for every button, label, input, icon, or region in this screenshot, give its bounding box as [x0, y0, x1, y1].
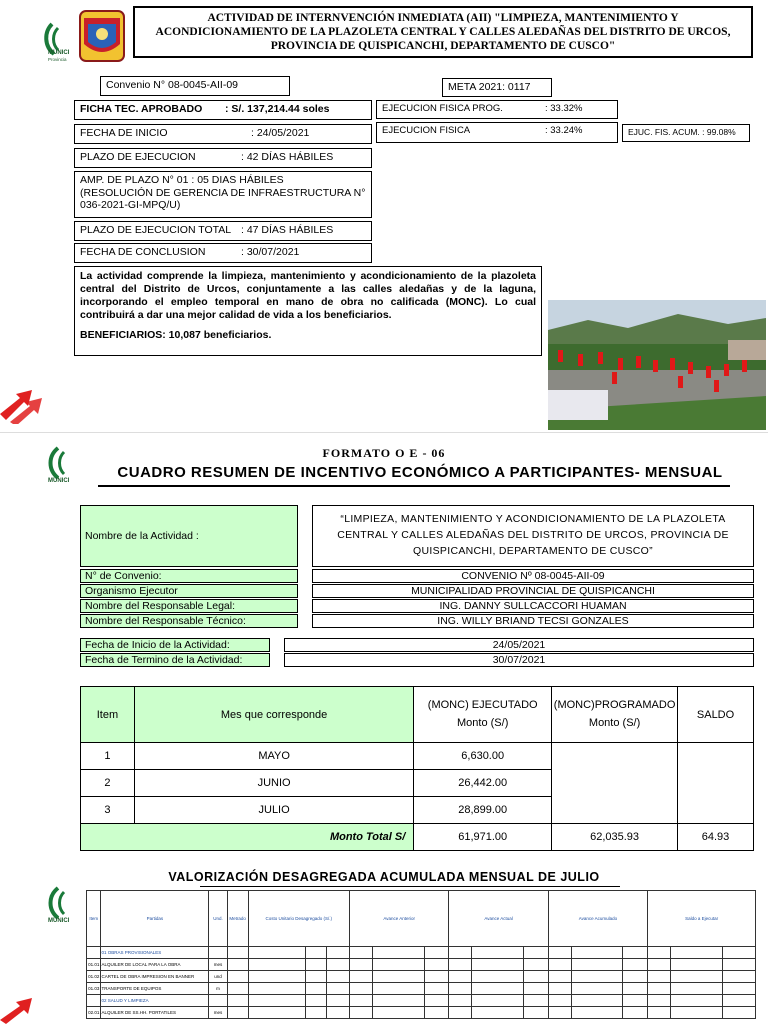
- valorizacion-table: [86, 890, 756, 1019]
- plazo-total-label: PLAZO DE EJECUCION TOTAL: [80, 224, 232, 236]
- val-row-und: m: [209, 983, 228, 995]
- municipality-logo: [40, 6, 130, 64]
- ficha-value: : S/. 137,214.44 soles: [225, 103, 330, 115]
- val-col-saldo: Saldo a Ejecutar: [648, 891, 756, 947]
- formato-code: FORMATO O E - 06: [322, 446, 446, 460]
- logo-subtext: Provincia: [48, 57, 67, 62]
- val-col-avance-actual: Avance Actual: [449, 891, 548, 947]
- plazo-total-box: [74, 221, 372, 241]
- val-col-costo: Costo Unitario Desagregado (S/.): [248, 891, 350, 947]
- ejecucion-acumulada-box: EJUC. FIS. ACUM. : 99.08%: [622, 124, 750, 142]
- ejecucion-programada-box: [376, 100, 618, 119]
- table-row: [81, 743, 754, 770]
- row-mes: JULIO: [134, 797, 413, 824]
- nombre-actividad-value: “LIMPIEZA, MANTENIMIENTO Y ACONDICIONAMIENTO DE LA PLAZOLETA CENTRAL Y CALLES ALEDAÑAS DEL DISTRITO DE URCOS, PROVINCIA DE QUISPICANCHI, DEPARTAMENTO DE CUSCO”: [312, 505, 754, 567]
- ficha-tecnica-box: [74, 100, 372, 120]
- logo-text-small: MUNICI: [48, 478, 70, 484]
- val-row-und: und: [209, 971, 228, 983]
- municipality-logo-small-2: [44, 880, 84, 930]
- activity-description: [74, 266, 542, 356]
- plazo-value: : 42 DÍAS HÁBILES: [241, 151, 334, 163]
- fecha-inicio-box: [74, 124, 372, 144]
- val-row-desc: ALQUILER DE SS.HH. PORTATILES: [101, 1007, 209, 1019]
- header-programado: (MONC)PROGRAMADO Monto (S/): [552, 687, 678, 743]
- logo-text: MUNICI: [48, 50, 70, 56]
- table-row: [87, 1007, 756, 1019]
- decorative-arrows-icon-2: [0, 996, 50, 1024]
- programado-empty-cell: [552, 743, 678, 824]
- row-mes: JUNIO: [134, 770, 413, 797]
- activity-photo: [548, 300, 766, 430]
- summary-total-row: [81, 824, 754, 851]
- val-col-avance-anterior: Avance Anterior: [350, 891, 449, 947]
- ficha-label: FICHA TEC. APROBADO: [80, 103, 203, 115]
- val-section-2: 02 SALUD Y LIMPIEZA: [101, 995, 209, 1007]
- plazo-box: [74, 148, 372, 168]
- formato-title: CUADRO RESUMEN DE INCENTIVO ECONÓMICO A PARTICIPANTES- MENSUAL: [117, 464, 723, 481]
- val-col-partidas: Partidas: [101, 891, 209, 947]
- val-row-item: 01.02: [87, 971, 101, 983]
- summary-table: [80, 686, 754, 851]
- responsable-legal-value: ING. DANNY SULLCACCORI HUAMAN: [312, 599, 754, 613]
- header-item: Item: [81, 687, 135, 743]
- conclusion-label: FECHA DE CONCLUSION: [80, 246, 206, 258]
- total-label: Monto Total S/: [81, 824, 414, 851]
- row-monto: 6,630.00: [414, 743, 552, 770]
- ampliacion-line1: AMP. DE PLAZO N° 01 : 05 DIAS HÁBILES: [80, 174, 284, 186]
- beneficiarios-text: BENEFICIARIOS: 10,087 beneficiarios.: [80, 328, 272, 341]
- saldo-empty-cell: [678, 743, 754, 824]
- val-row-item: 01.03: [87, 983, 101, 995]
- header-ejecutado: (MONC) EJECUTADO Monto (S/): [414, 687, 552, 743]
- header-mes: Mes que corresponde: [134, 687, 413, 743]
- responsable-tecnico-label: Nombre del Responsable Técnico:: [80, 614, 298, 628]
- fecha-conclusion-box: [74, 243, 372, 263]
- plazo-label: PLAZO DE EJECUCION: [80, 151, 196, 163]
- ejec-fis-value: : 33.24%: [545, 125, 583, 136]
- page-title: ACTIVIDAD DE INTERNVENCIÓN INMEDIATA (AII) "LIMPIEZA, MANTENIMIENTO Y ACONDICIONAMIENTO DE LA PLAZOLETA CENTRAL Y CALLES ALEDAÑAS DEL DISTRITO DE URCOS, PROVINCIA DE QUISPICANCHI, DEPARTAMENTO DE CUSCO": [133, 6, 753, 58]
- organismo-label: Organismo Ejecutor: [80, 584, 298, 598]
- ejec-prog-label: EJECUCION FISICA PROG.: [382, 103, 503, 114]
- val-row-item: 01.01: [87, 959, 101, 971]
- val-row-item: 02.01: [87, 1007, 101, 1019]
- val-row-desc: TRANSPORTE DE EQUIPOS: [101, 983, 209, 995]
- decorative-arrows-icon: [0, 384, 50, 424]
- fecha-inicio-value: : 24/05/2021: [251, 127, 310, 139]
- valorizacion-section-row: [87, 947, 756, 959]
- ampliacion-line2: (RESOLUCIÓN DE GERENCIA DE INFRAESTRUCTURA N° 036-2021-GI-MPQ/U): [80, 186, 366, 212]
- val-col-und: Und.: [209, 891, 228, 947]
- val-row-desc: ALQUILER DE LOCAL PARA LA OBRA: [101, 959, 209, 971]
- conclusion-value: : 30/07/2021: [241, 246, 300, 258]
- summary-header-row: [81, 687, 754, 743]
- row-monto: 26,442.00: [414, 770, 552, 797]
- val-row-desc: CARTEL DE OBRA IMPRESION EN BANNER: [101, 971, 209, 983]
- nombre-actividad-label: Nombre de la Actividad :: [80, 505, 298, 567]
- val-row-und: mes: [209, 1007, 228, 1019]
- convenio-label: N° de Convenio:: [80, 569, 298, 583]
- logo-text-small: MUNICI: [48, 918, 70, 924]
- convenio-box: Convenio N° 08-0045-AII-09: [100, 76, 290, 96]
- val-col-item: Item: [87, 891, 101, 947]
- plazo-total-value: : 47 DÍAS HÁBILES: [241, 224, 334, 236]
- responsable-tecnico-value: ING. WILLY BRIAND TECSI GONZALES: [312, 614, 754, 628]
- total-programado: 62,035.93: [552, 824, 678, 851]
- ejecucion-fisica-box: [376, 122, 618, 143]
- meta-box: META 2021: 0117: [442, 78, 552, 97]
- val-row-und: mes: [209, 959, 228, 971]
- fecha-termino-actividad-value: 30/07/2021: [284, 653, 754, 667]
- responsable-legal-label: Nombre del Responsable Legal:: [80, 599, 298, 613]
- table-row: [87, 983, 756, 995]
- ejec-prog-value: : 33.32%: [545, 103, 583, 114]
- total-ejecutado: 61,971.00: [414, 824, 552, 851]
- fecha-inicio-label: FECHA DE INICIO: [80, 127, 168, 139]
- valorizacion-title: VALORIZACIÓN DESAGREGADA ACUMULADA MENSUAL DE JULIO: [168, 870, 600, 884]
- convenio-value: CONVENIO Nº 08-0045-AII-09: [312, 569, 754, 583]
- row-item: 2: [81, 770, 135, 797]
- section-divider: [0, 432, 768, 433]
- ejec-fis-label: EJECUCION FISICA: [382, 125, 471, 136]
- fecha-inicio-actividad-label: Fecha de Inicio de la Actividad:: [80, 638, 270, 652]
- fecha-inicio-actividad-value: 24/05/2021: [284, 638, 754, 652]
- organismo-value: MUNICIPALIDAD PROVINCIAL DE QUISPICANCHI: [312, 584, 754, 598]
- fecha-termino-actividad-label: Fecha de Termino de la Actividad:: [80, 653, 270, 667]
- val-section-1: 01 OBRAS PROVISIONALES: [101, 947, 209, 959]
- ampliacion-plazo-box: [74, 171, 372, 218]
- table-row: [87, 959, 756, 971]
- row-monto: 28,899.00: [414, 797, 552, 824]
- valorizacion-section-row: [87, 995, 756, 1007]
- row-mes: MAYO: [134, 743, 413, 770]
- val-col-metrado: Metrado: [227, 891, 248, 947]
- table-row: [87, 971, 756, 983]
- val-col-avance-acumulado: Avance Acumulado: [548, 891, 647, 947]
- row-item: 1: [81, 743, 135, 770]
- row-item: 3: [81, 797, 135, 824]
- header-saldo: SALDO: [678, 687, 754, 743]
- description-text: La actividad comprende la limpieza, mantenimiento y acondicionamiento de la plazoleta central del Distrito de Urcos, conjuntamente a las calles aledañas y de la laguna, incorporando el empleo temporal en mano de obra no calificada (MONC). Lo cual contribuirá a dar una mejor calidad de vida a los beneficiarios.: [80, 270, 536, 322]
- formato-underline: [98, 485, 730, 487]
- valorizacion-header-row: [87, 891, 756, 947]
- valorizacion-underline: [200, 886, 620, 887]
- total-saldo: 64.93: [678, 824, 754, 851]
